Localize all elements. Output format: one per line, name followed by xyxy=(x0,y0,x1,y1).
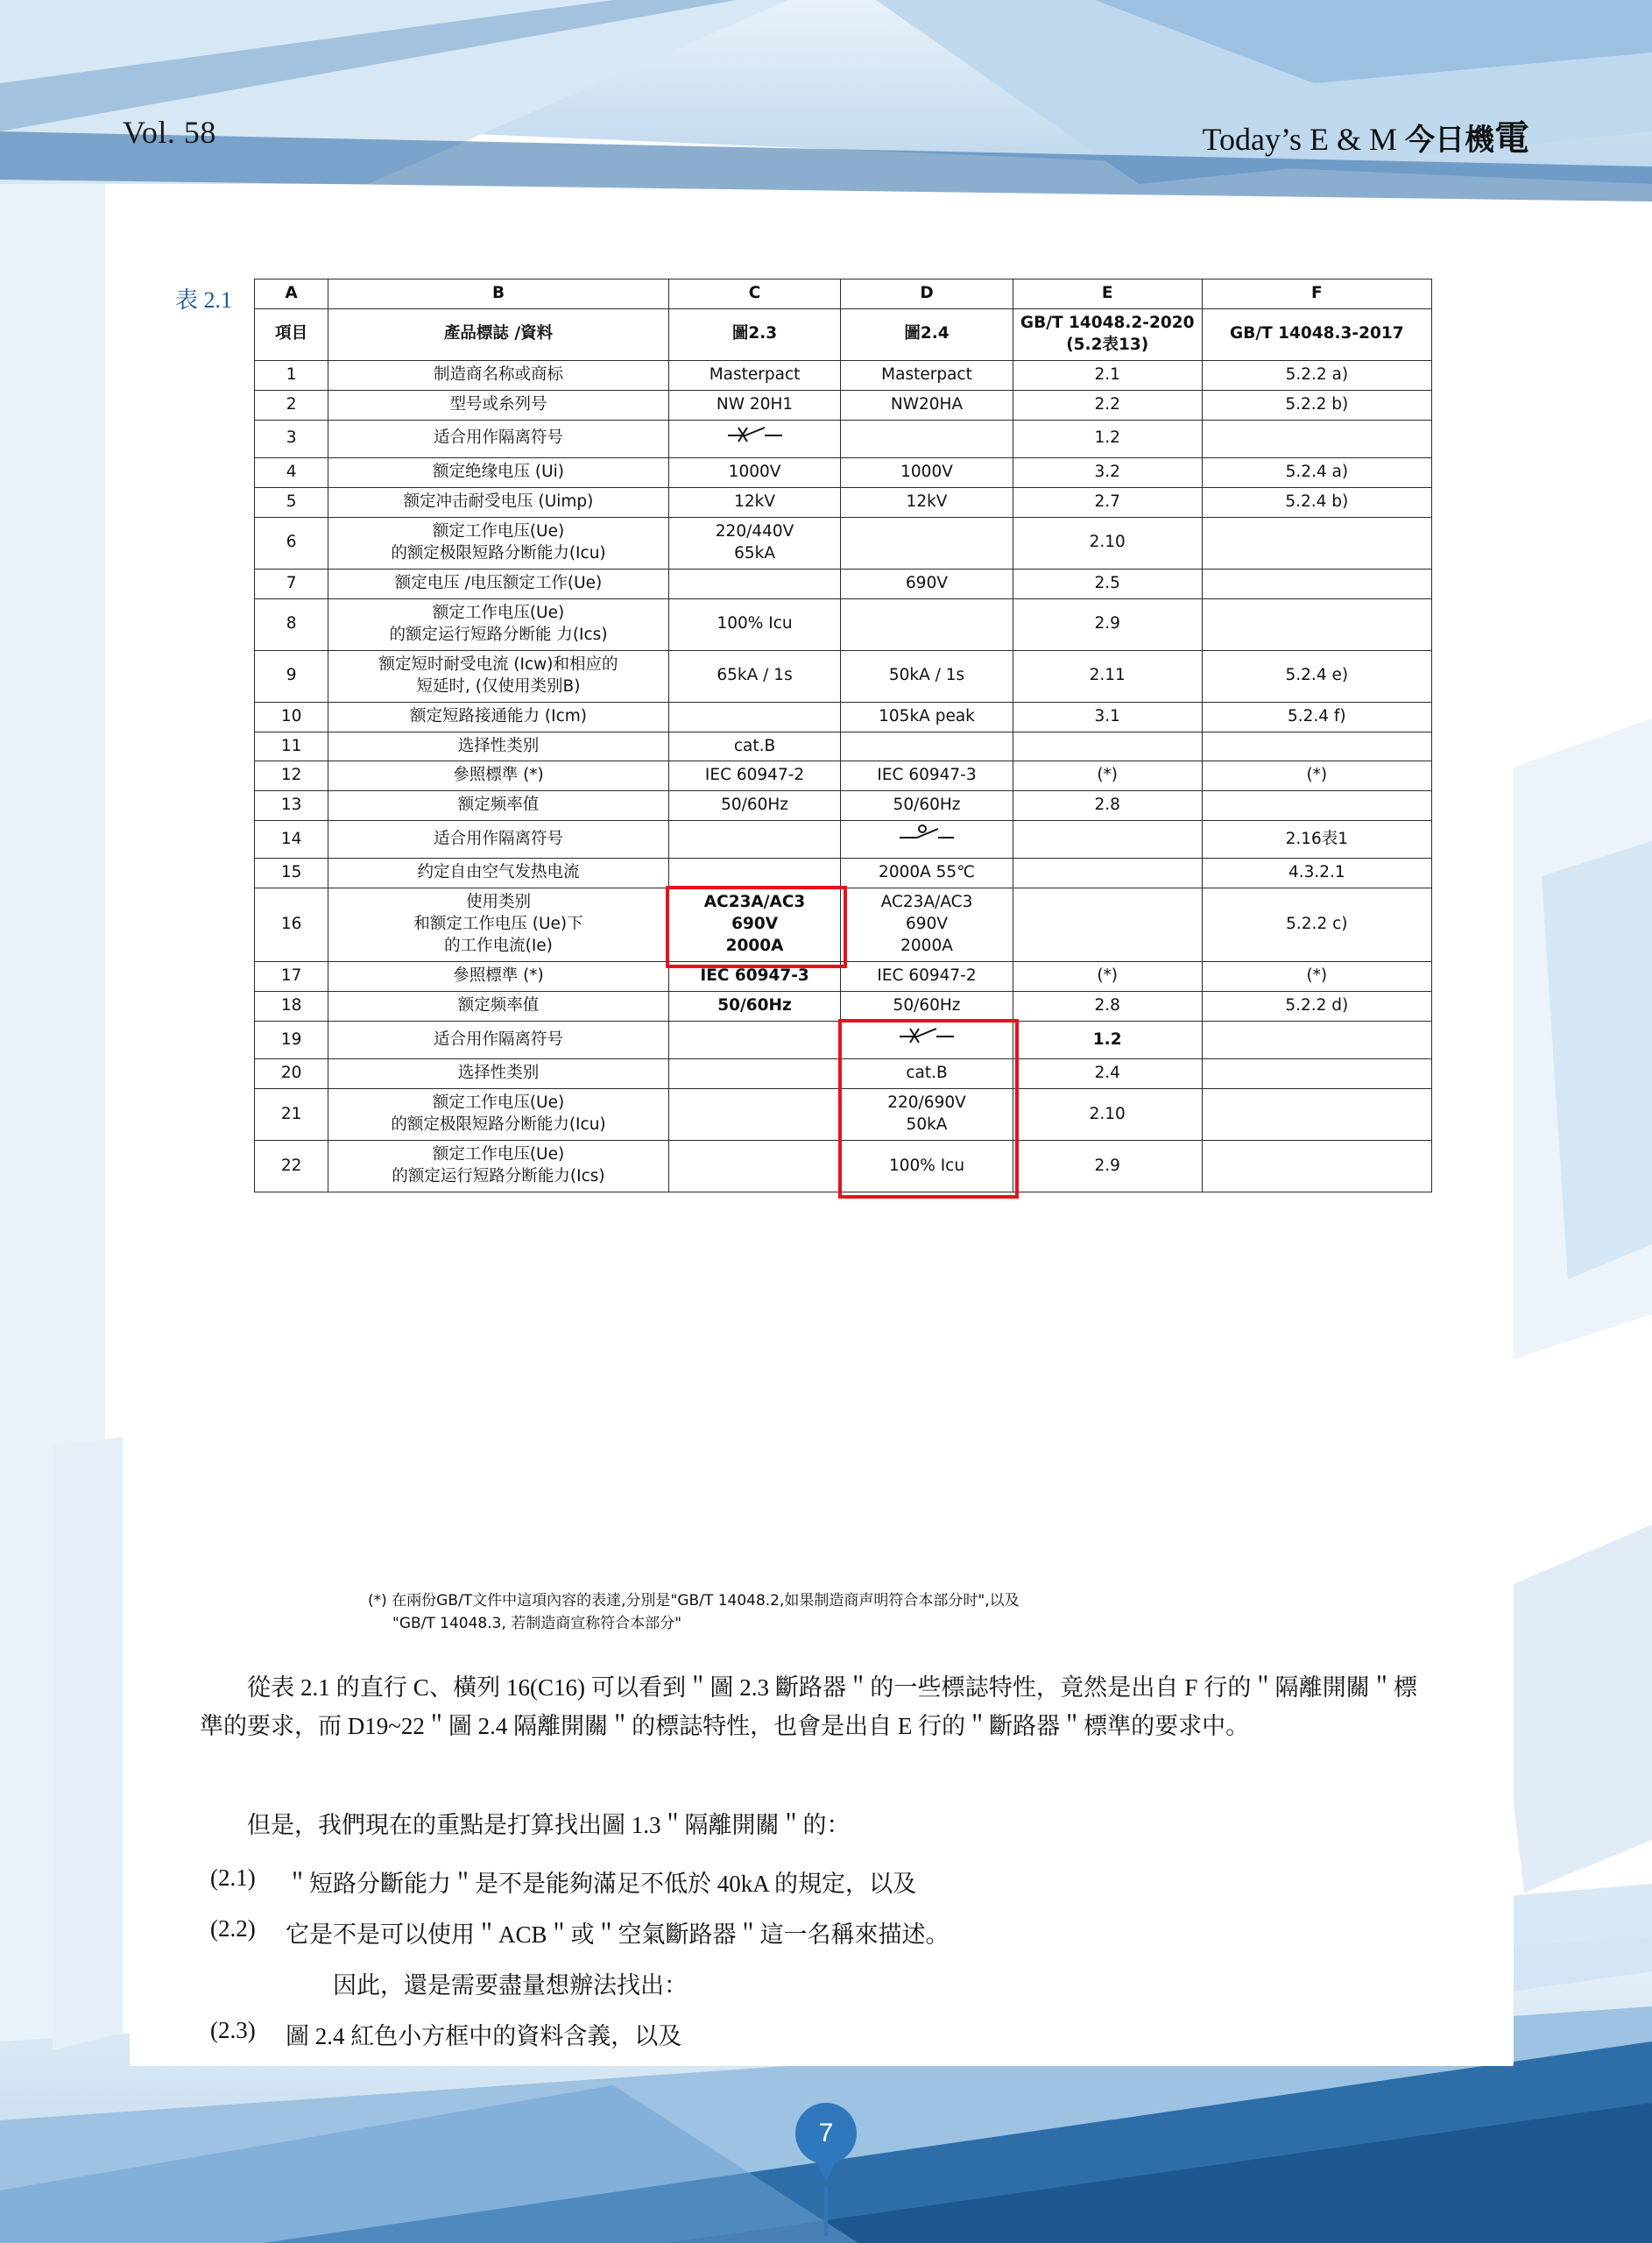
row-d: 220/690V 50kA xyxy=(841,1089,1013,1141)
table-row-16 xyxy=(255,888,1432,962)
row-f xyxy=(1202,569,1431,598)
row-c xyxy=(668,1089,840,1141)
data-table xyxy=(254,279,1432,1192)
magazine-title-cn-last: 電 xyxy=(1494,118,1529,159)
row-e: 2.5 xyxy=(1013,569,1202,598)
row-f xyxy=(1202,517,1431,569)
row-c xyxy=(668,569,840,598)
row-f: 5.2.2 b) xyxy=(1202,390,1431,420)
table-row xyxy=(255,859,1432,888)
list-item-number: (2.2) xyxy=(210,1915,256,1942)
row-e: 2.2 xyxy=(1013,390,1202,420)
row-no: 6 xyxy=(255,517,328,569)
data-table-wrapper xyxy=(254,279,1432,1192)
table-row xyxy=(255,1089,1432,1141)
row-no: 9 xyxy=(255,650,328,702)
row-f: 5.2.4 b) xyxy=(1202,487,1431,517)
row-f xyxy=(1202,1089,1431,1141)
row-no: 20 xyxy=(255,1059,328,1089)
table-row xyxy=(255,598,1432,650)
row-no: 13 xyxy=(255,791,328,821)
row-e: 2.9 xyxy=(1013,1141,1202,1192)
row-d: cat.B xyxy=(841,1059,1013,1089)
list-item-number: (2.3) xyxy=(210,2017,256,2043)
col-letter-b: B xyxy=(328,279,669,309)
row-no: 8 xyxy=(255,598,328,650)
row-d: 105kA peak xyxy=(841,702,1013,732)
list-item-text: 因此，還是需要盡量想辦法找出： xyxy=(333,1972,688,1999)
table-row xyxy=(255,390,1432,420)
row-c xyxy=(668,702,840,732)
row-f: 4.3.2.1 xyxy=(1202,859,1431,888)
table-footnote xyxy=(368,1590,1331,1635)
row-d: 12kV xyxy=(841,487,1013,517)
row-e: 3.1 xyxy=(1013,702,1202,732)
table-row xyxy=(255,650,1432,702)
row-f xyxy=(1202,598,1431,650)
row-d: 1000V xyxy=(841,457,1013,487)
row-no: 17 xyxy=(255,962,328,992)
row-e: 2.10 xyxy=(1013,1089,1202,1141)
header-fig24: 圖2.4 xyxy=(841,308,1013,360)
row-d: AC23A/AC3 690V 2000A xyxy=(841,888,1013,962)
table-row xyxy=(255,517,1432,569)
row-no: 21 xyxy=(255,1089,328,1141)
row-f: 2.16表1 xyxy=(1202,821,1431,859)
row-item: 适合用作隔离符号 xyxy=(328,420,669,457)
row-f: (*) xyxy=(1202,761,1431,791)
list-item-number: (2.1) xyxy=(210,1864,256,1891)
row-f: 5.2.4 f) xyxy=(1202,702,1431,732)
row-c xyxy=(668,1141,840,1192)
page-number-marker xyxy=(795,2103,857,2164)
row-no: 11 xyxy=(255,732,328,761)
table-row xyxy=(255,732,1432,761)
row-no: 16 xyxy=(255,888,328,962)
row-no: 19 xyxy=(255,1022,328,1059)
header-product-mark: 產品標誌 /資料 xyxy=(328,308,669,360)
row-c: Masterpact xyxy=(668,360,840,390)
col-letter-e: E xyxy=(1013,279,1202,309)
table-row xyxy=(255,569,1432,598)
row-no: 5 xyxy=(255,487,328,517)
row-item: 适合用作隔离符号 xyxy=(328,1022,669,1059)
table-row xyxy=(255,821,1432,859)
row-d: 50/60Hz xyxy=(841,791,1013,821)
switch-symbol-icon xyxy=(841,821,1013,859)
magazine-title-cn: 今日機 xyxy=(1405,123,1494,158)
row-e: 1.2 xyxy=(1013,420,1202,457)
row-f: 5.2.2 d) xyxy=(1202,992,1431,1022)
row-c: 50/60Hz xyxy=(668,992,840,1022)
row-no: 12 xyxy=(255,761,328,791)
row-e: (*) xyxy=(1013,962,1202,992)
row-f xyxy=(1202,1059,1431,1089)
row-no: 14 xyxy=(255,821,328,859)
row-d: Masterpact xyxy=(841,360,1013,390)
row-item: 选择性类别 xyxy=(328,732,669,761)
row-c: 50/60Hz xyxy=(668,791,840,821)
table-row xyxy=(255,487,1432,517)
col-letter-f: F xyxy=(1202,279,1431,309)
row-c: IEC 60947-2 xyxy=(668,761,840,791)
row-d: 50kA / 1s xyxy=(841,650,1013,702)
row-item: 型号或糸列号 xyxy=(328,390,669,420)
table-row xyxy=(255,761,1432,791)
row-item: 额定工作电压(Ue) 的额定运行短路分断能 力(Ics) xyxy=(328,598,669,650)
row-c: 220/440V 65kA xyxy=(668,517,840,569)
row-c: 100% Icu xyxy=(668,598,840,650)
table-row xyxy=(255,420,1432,457)
row-d: 50/60Hz xyxy=(841,992,1013,1022)
row-no: 18 xyxy=(255,992,328,1022)
row-e xyxy=(1013,732,1202,761)
row-c: 65kA / 1s xyxy=(668,650,840,702)
header-gbt-14048-3: GB/T 14048.3-2017 xyxy=(1202,308,1431,360)
list-item xyxy=(210,1915,1419,1949)
volume-label: Vol. 58 xyxy=(123,115,216,150)
table-header-row xyxy=(255,308,1432,360)
row-e: 2.7 xyxy=(1013,487,1202,517)
list-item xyxy=(210,1864,1419,1899)
row-f: 5.2.4 e) xyxy=(1202,650,1431,702)
list-item-text: ＂短路分斷能力＂是不是能夠滿足不低於 40kA 的規定，以及 xyxy=(286,1871,917,1897)
row-e: 1.2 xyxy=(1013,1022,1202,1059)
list-item xyxy=(210,2017,1419,2051)
row-e xyxy=(1013,888,1202,962)
header-item: 項目 xyxy=(255,308,328,360)
row-item: 额定频率值 xyxy=(328,791,669,821)
row-item: 约定自由空气发热电流 xyxy=(328,859,669,888)
table-row xyxy=(255,1141,1432,1192)
row-d: IEC 60947-2 xyxy=(841,962,1013,992)
row-e: 2.9 xyxy=(1013,598,1202,650)
row-e: 2.8 xyxy=(1013,791,1202,821)
row-item: 额定工作电压(Ue) 的额定极限短路分断能力(Icu) xyxy=(328,1089,669,1141)
table-row xyxy=(255,791,1432,821)
page-number-badge xyxy=(795,2103,857,2164)
row-no: 4 xyxy=(255,457,328,487)
row-c: 12kV xyxy=(668,487,840,517)
footnote-line-1: (*) 在兩份GB/T文件中這項內容的表達,分別是"GB/T 14048.2,如果制造商声明符合本部分时",以及 xyxy=(368,1592,1020,1610)
row-item: 额定冲击耐受电压 (Uimp) xyxy=(328,487,669,517)
header-fig23: 圖2.3 xyxy=(668,308,840,360)
col-letter-a: A xyxy=(255,279,328,309)
row-item: 额定短时耐受电流 (Icw)和相应的 短延时, (仅使用类别B) xyxy=(328,650,669,702)
row-no: 22 xyxy=(255,1141,328,1192)
row-f: 5.2.2 a) xyxy=(1202,360,1431,390)
list-item xyxy=(210,1966,1419,2000)
table-caption: 表 2.1 xyxy=(175,287,233,313)
row-f xyxy=(1202,791,1431,821)
row-c: 1000V xyxy=(668,457,840,487)
row-e: 2.10 xyxy=(1013,517,1202,569)
disconnector-symbol-icon xyxy=(668,420,840,457)
row-item: 额定工作电压(Ue) 的额定运行短路分断能力(Ics) xyxy=(328,1141,669,1192)
row-c-highlighted: AC23A/AC3 690V 2000A xyxy=(668,888,840,962)
row-f xyxy=(1202,420,1431,457)
row-no: 1 xyxy=(255,360,328,390)
header-gbt-14048-2: GB/T 14048.2-2020 (5.2表13) xyxy=(1013,308,1202,360)
row-c xyxy=(668,821,840,859)
row-item: 额定频率值 xyxy=(328,992,669,1022)
magazine-title-en: Today’s E & M xyxy=(1202,122,1405,157)
row-f xyxy=(1202,732,1431,761)
row-f: (*) xyxy=(1202,962,1431,992)
row-f: 5.2.2 c) xyxy=(1202,888,1431,962)
row-item: 參照標準 (*) xyxy=(328,962,669,992)
row-item: 额定绝缘电压 (Ui) xyxy=(328,457,669,487)
table-row xyxy=(255,992,1432,1022)
table-row xyxy=(255,702,1432,732)
row-e: (*) xyxy=(1013,761,1202,791)
row-item: 制造商名称或商标 xyxy=(328,360,669,390)
list-item-text: 圖 2.4 紅色小方框中的資料含義，以及 xyxy=(286,2023,682,2049)
table-row xyxy=(255,457,1432,487)
row-item: 额定电压 /电压额定工作(Ue) xyxy=(328,569,669,598)
footnote-line-2: "GB/T 14048.3, 若制造商宣称符合本部分" xyxy=(392,1614,682,1632)
row-d: 100% Icu xyxy=(841,1141,1013,1192)
row-c xyxy=(668,859,840,888)
disconnector-symbol-icon-2 xyxy=(841,1022,1013,1059)
magazine-title xyxy=(1203,110,1529,160)
col-letter-d: D xyxy=(841,279,1013,309)
row-c xyxy=(668,1059,840,1089)
table-row xyxy=(255,1022,1432,1059)
paragraph-2: 但是，我們現在的重點是打算找出圖 1.3＂隔離開關＂的： xyxy=(247,1812,851,1838)
table-row xyxy=(255,962,1432,992)
row-e xyxy=(1013,859,1202,888)
row-c: cat.B xyxy=(668,732,840,761)
row-e: 2.4 xyxy=(1013,1059,1202,1089)
row-e: 2.1 xyxy=(1013,360,1202,390)
paragraph-1: 從表 2.1 的直行 C、橫列 16(C16) 可以看到＂圖 2.3 斷路器＂的一些標誌特性，竟然是出自 F 行的＂隔離開關＂標準的要求，而 D19~22＂圖 2.4 隔離開關＂的標誌特性，也會是出自 E 行的＂斷路器＂標準的要求中。 xyxy=(200,1674,1417,1739)
row-e: 2.8 xyxy=(1013,992,1202,1022)
page-marker-stem xyxy=(824,2187,828,2236)
row-d xyxy=(841,598,1013,650)
row-d: 690V xyxy=(841,569,1013,598)
row-item: 參照標準 (*) xyxy=(328,761,669,791)
row-no: 3 xyxy=(255,420,328,457)
row-item: 额定短路接通能力 (Icm) xyxy=(328,702,669,732)
row-f xyxy=(1202,1141,1431,1192)
row-d xyxy=(841,732,1013,761)
row-d: 2000A 55℃ xyxy=(841,859,1013,888)
row-d: NW20HA xyxy=(841,390,1013,420)
row-item: 使用类别 和额定工作电压 (Ue)下 的工作电流(Ie) xyxy=(328,888,669,962)
row-d xyxy=(841,420,1013,457)
row-c: IEC 60947-3 xyxy=(668,962,840,992)
row-c: NW 20H1 xyxy=(668,390,840,420)
page-number-text: 7 xyxy=(818,2119,834,2147)
col-letter-c: C xyxy=(668,279,840,309)
row-f: 5.2.4 a) xyxy=(1202,457,1431,487)
row-no: 7 xyxy=(255,569,328,598)
row-e: 2.11 xyxy=(1013,650,1202,702)
row-f xyxy=(1202,1022,1431,1059)
row-c xyxy=(668,1022,840,1059)
row-item: 选择性类别 xyxy=(328,1059,669,1089)
row-d xyxy=(841,517,1013,569)
row-no: 10 xyxy=(255,702,328,732)
row-item: 额定工作电压(Ue) 的额定极限短路分断能力(Icu) xyxy=(328,517,669,569)
table-row xyxy=(255,1059,1432,1089)
row-e xyxy=(1013,821,1202,859)
row-no: 2 xyxy=(255,390,328,420)
row-item: 适合用作隔离符号 xyxy=(328,821,669,859)
row-e: 3.2 xyxy=(1013,457,1202,487)
row-d: IEC 60947-3 xyxy=(841,761,1013,791)
row-no: 15 xyxy=(255,859,328,888)
table-column-letters-row xyxy=(255,279,1432,309)
table-row xyxy=(255,360,1432,390)
list-item-text: 它是不是可以使用＂ACB＂或＂空氣斷路器＂這一名稱來描述。 xyxy=(286,1921,950,1948)
